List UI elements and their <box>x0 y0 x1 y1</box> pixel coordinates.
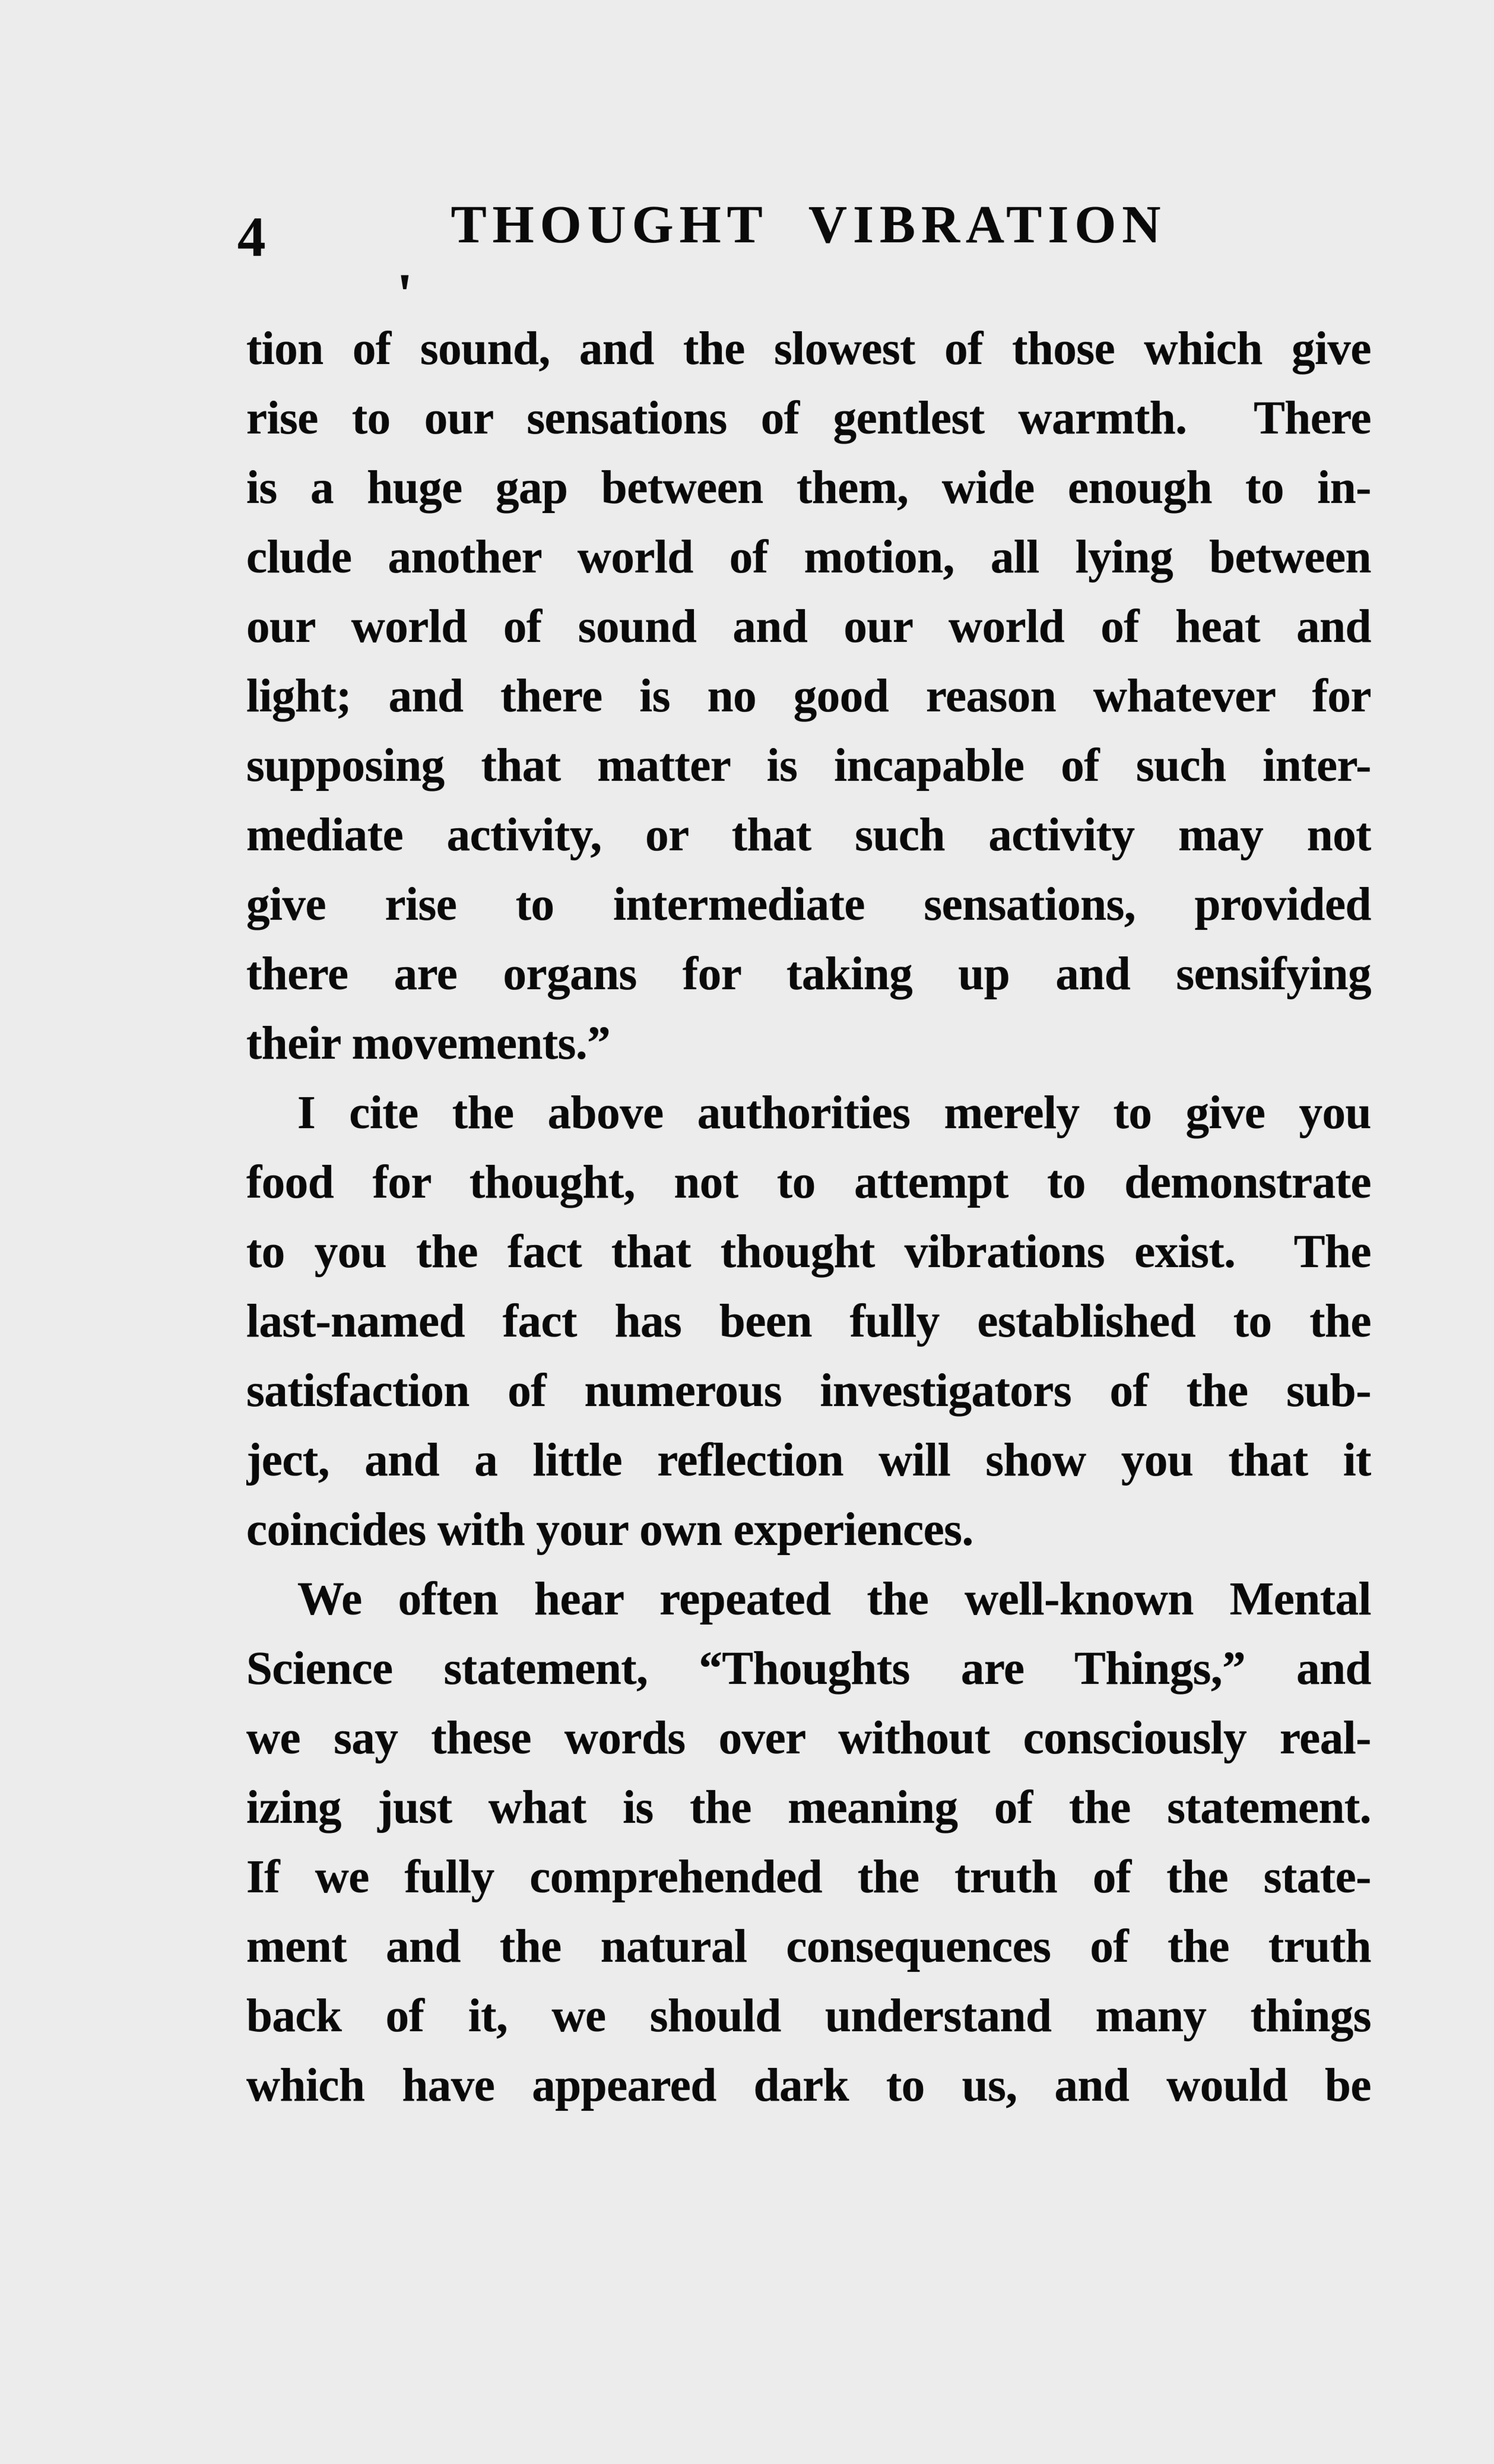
text-line: We often hear repeated the well-known Mental <box>297 1573 1371 1625</box>
stray-ink-mark: ' <box>397 261 413 327</box>
text-line: mediate activity, or that such activity may not <box>246 809 1371 861</box>
text-line: I cite the above authorities merely to give you <box>297 1087 1371 1139</box>
body-text <box>246 314 1371 2120</box>
text-line: back of it, we should understand many things <box>246 1990 1371 2042</box>
text-line: last-named fact has been fully established to the <box>246 1296 1371 1347</box>
text-line: tion of sound, and the slowest of those which give <box>246 323 1371 375</box>
text-line: Science statement, “Thoughts are Things,” and <box>246 1643 1371 1695</box>
text-line: supposing that matter is incapable of such inter- <box>246 740 1371 791</box>
text-line: is a huge gap between them, wide enough to in- <box>246 462 1371 514</box>
text-line: clude another world of motion, all lying between <box>246 531 1371 583</box>
text-line: If we fully comprehended the truth of the state- <box>246 1851 1371 1903</box>
text-line: there are organs for taking up and sensifying <box>246 948 1371 1000</box>
text-line: coincides with your own experiences. <box>246 1504 973 1556</box>
text-line: we say these words over without consciously real- <box>246 1712 1371 1764</box>
text-line: food for thought, not to attempt to demonstrate <box>246 1157 1371 1208</box>
text-line: which have appeared dark to us, and would be <box>246 2060 1371 2111</box>
text-line: their movements.” <box>246 1018 611 1069</box>
text-line: our world of sound and our world of heat and <box>246 601 1371 653</box>
text-line: satisfaction of numerous investigators of the sub- <box>246 1365 1371 1417</box>
page-number: 4 <box>237 205 266 268</box>
text-line: to you the fact that thought vibrations exist. The <box>246 1226 1371 1278</box>
running-title: THOUGHT VIBRATION <box>451 195 1167 254</box>
text-line: ment and the natural consequences of the truth <box>246 1921 1371 1972</box>
text-line: light; and there is no good reason whatever for <box>246 670 1371 722</box>
text-line: rise to our sensations of gentlest warmth. There <box>246 392 1371 444</box>
text-line: izing just what is the meaning of the statement. <box>246 1782 1371 1833</box>
text-line: give rise to intermediate sensations, provided <box>246 879 1371 930</box>
text-line: ject, and a little reflection will show you that it <box>246 1434 1371 1486</box>
